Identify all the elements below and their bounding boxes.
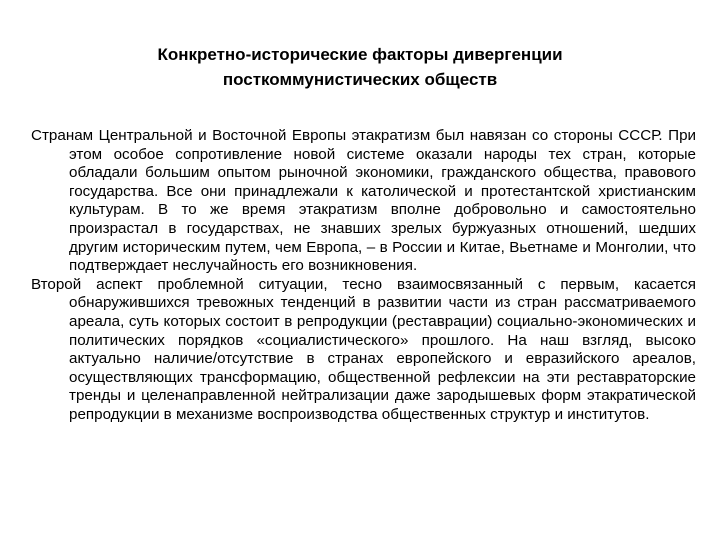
slide-title-line-1: Конкретно-исторические факторы дивергенции [157, 45, 563, 64]
slide-title [60, 42, 660, 92]
slide-title-line-2: посткоммунистических обществ [222, 70, 498, 89]
paragraph-2: Второй аспект проблемной ситуации, тесно взаимосвязанный с первым, касается обнаружившихся тревожных тенденций в развитии части из стран рассматриваемого ареала, суть которых состоит в репродукции (реставрации) социально-экономических и политических порядков «социалистического» прошлого. На наш взгляд, высоко актуально наличие/отсутствие в странах европейского и евразийского ареалов, осуществляющих трансформацию, общественной рефлексии на эти реставраторские тренды и целенаправленной нейтрализации даже зародышевых форм этакратической репродукции в механизме воспроизводства общественных структур и институтов. [31, 275, 696, 423]
slide-body [31, 127, 696, 425]
paragraph-1: Странам Центральной и Восточной Европы этакратизм был навязан со стороны СССР. При этом особое сопротивление новой системе оказали народы тех стран, которые обладали большим опытом рыночной экономики, гражданского общества, правового государства. Все они принадлежали к католической и протестантской христианским культурам. В то же время этакратизм вполне добровольно и самостоятельно произрастал в государствах, не знавших зрелых буржуазных отношений, шедших другим историческим путем, чем Европа, – в России и Китае, Вьетнаме и Монголии, что подтверждает неслучайность его возникновения. [31, 127, 696, 275]
